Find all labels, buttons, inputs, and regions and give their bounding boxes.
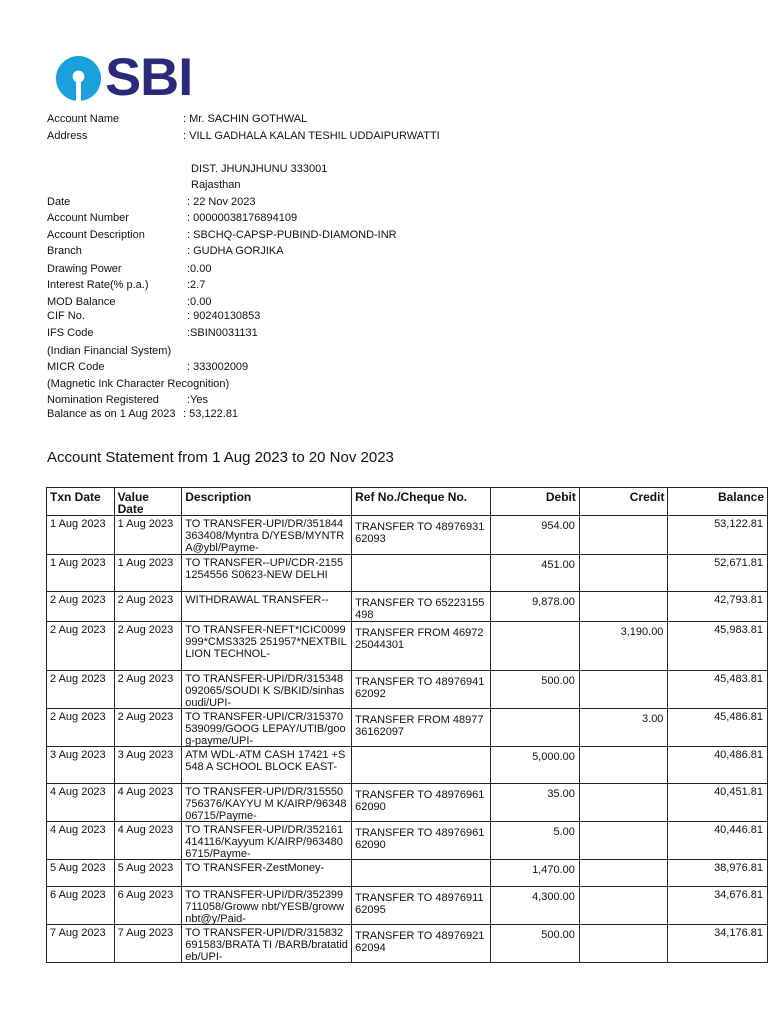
txn-date-cell-text: 4 Aug 2023 [50,786,106,798]
account-field-label: CIF No. [47,310,85,322]
table-row [47,887,768,925]
description-cell-text: TO TRANSFER-UPI/DR/352399711058/Groww nbt/YESB/growwnbt@y/Paid- [185,889,345,924]
table-row [47,925,768,963]
balance-cell [668,860,768,887]
debit-cell [491,516,580,555]
account-field-label: Branch [47,245,82,257]
account-field-label: Account Name [47,113,120,125]
balance-cell [668,925,768,963]
debit-cell [491,784,580,822]
table-row [47,555,768,592]
col-header-balance: Balance [668,488,768,516]
account-field-value: : SBCHQ-CAPSP-PUBIND-DIAMOND-INR [187,229,397,241]
transactions-table [46,487,768,963]
description-cell [182,925,352,963]
credit-cell [579,784,668,822]
ref-no-cell-text: TRANSFER FROM 4897736162097 [355,714,484,738]
balance-cell-text: 53,122.81 [714,518,763,530]
balance-cell [668,592,768,622]
ref-no-cell [352,709,491,747]
credit-cell [579,516,668,555]
credit-cell-text: 3.00 [642,713,664,725]
ref-no-cell [352,925,491,963]
txn-date-cell-text: 7 Aug 2023 [50,927,106,939]
txn-date-cell [47,709,115,747]
description-cell [182,709,352,747]
ref-no-cell [352,860,491,887]
txn-date-cell-text: 1 Aug 2023 [50,518,106,530]
ref-no-cell [352,887,491,925]
balance-cell-text: 34,176.81 [714,927,763,939]
balance-cell-text: 45,983.81 [714,624,763,636]
balance-cell [668,887,768,925]
txn-date-cell [47,671,115,709]
debit-cell-text: 954.00 [541,520,575,532]
balance-cell-text: 34,676.81 [714,889,763,901]
txn-date-cell-text: 2 Aug 2023 [50,624,106,636]
description-cell-text: TO TRANSFER--UPI/CDR-21551254556 S0623-NEW DELHI [185,557,344,581]
account-field-label: Account Number [47,212,129,224]
value-date-cell [114,822,182,860]
description-cell-text: TO TRANSFER-UPI/DR/315550756376/KAYYU M K/AIRP/9634806715/Payme- [185,786,347,821]
debit-cell-text: 5.00 [553,826,575,838]
value-date-cell-text: 2 Aug 2023 [117,673,174,685]
credit-cell [579,747,668,784]
table-row [47,622,768,671]
balance-cell-text: 40,451.81 [714,786,763,798]
value-date-cell-text: 1 Aug 2023 [117,518,174,530]
ref-no-cell [352,555,491,592]
debit-cell-text: 35.00 [547,788,575,800]
balance-cell [668,747,768,784]
description-cell-text: TO TRANSFER-ZestMoney- [185,862,325,874]
account-field-label: MICR Code [47,361,105,373]
description-cell [182,555,352,592]
txn-date-cell-text: 6 Aug 2023 [50,889,106,901]
account-field-label: Account Description [47,229,145,241]
value-date-cell-text: 2 Aug 2023 [117,624,174,636]
value-date-cell [114,887,182,925]
description-cell-text: TO TRANSFER-UPI/DR/352161414116/Kayyum K/AIRP/9634806715/Payme- [185,824,344,859]
credit-cell [579,709,668,747]
table-row [47,860,768,887]
balance-cell [668,622,768,671]
description-cell [182,671,352,709]
description-cell-text: TO TRANSFER-UPI/DR/351844363408/Myntra D/YESB/MYNTRA@ybl/Payme- [185,518,345,554]
value-date-cell [114,516,182,555]
value-date-cell-text: 4 Aug 2023 [117,824,174,836]
description-cell [182,822,352,860]
description-cell-text: WITHDRAWAL TRANSFER-- [185,594,329,606]
account-field-value: DIST. JHUNJHUNU 333001 [191,163,328,175]
statement-title: Account Statement from 1 Aug 2023 to 20 Nov 2023 [47,449,394,466]
credit-cell [579,822,668,860]
col-header-description: Description [182,488,352,516]
description-cell [182,860,352,887]
account-field-value: : 333002009 [187,361,249,373]
account-field-label: Drawing Power [47,263,122,275]
balance-cell [668,709,768,747]
credit-cell [579,592,668,622]
balance-cell [668,516,768,555]
sbi-logo [55,48,200,107]
ref-no-cell [352,822,491,860]
ref-no-cell [352,592,491,622]
sbi-keyhole-icon [55,55,102,102]
value-date-cell [114,747,182,784]
credit-cell [579,671,668,709]
balance-cell [668,784,768,822]
credit-cell-text: 3,190.00 [620,626,664,638]
ref-no-cell-text: TRANSFER TO 4897692162094 [355,930,485,954]
credit-cell [579,555,668,592]
txn-date-cell [47,555,115,592]
ref-no-cell [352,516,491,555]
description-cell [182,747,352,784]
table-row [47,784,768,822]
account-field-label: Nomination Registered [47,394,159,406]
description-cell-text: TO TRANSFER-NEFT*ICIC0099999*CMS3325 251957*NEXTBILLION TECHNOL- [185,624,347,660]
account-field-label: (Magnetic Ink Character Recognition) [47,378,230,390]
ref-no-cell [352,747,491,784]
col-header-credit: Credit [579,488,668,516]
col-header-ref-no: Ref No./Cheque No. [352,488,491,516]
credit-cell [579,887,668,925]
ref-no-cell-text: TRANSFER TO 4897691162095 [355,892,484,916]
debit-cell-text: 451.00 [541,559,575,571]
account-field-value: :SBIN0031131 [187,327,258,339]
txn-date-cell [47,516,115,555]
txn-date-cell [47,887,115,925]
debit-cell [491,822,580,860]
value-date-cell [114,671,182,709]
ref-no-cell [352,622,491,671]
value-date-cell-text: 5 Aug 2023 [117,862,174,874]
value-date-cell-text: 3 Aug 2023 [117,749,174,761]
ref-no-cell-text: TRANSFER TO 4897693162093 [355,521,485,545]
col-header-value-date: Value Date [114,488,182,516]
description-cell [182,622,352,671]
value-date-cell-text: 7 Aug 2023 [117,927,174,939]
balance-cell [668,671,768,709]
txn-date-cell-text: 4 Aug 2023 [50,824,106,836]
bank-name: SBI [105,48,193,107]
txn-date-cell [47,747,115,784]
debit-cell [491,709,580,747]
credit-cell [579,925,668,963]
ref-no-cell-text: TRANSFER TO 4897696162090 [355,789,485,813]
balance-cell [668,555,768,592]
debit-cell [491,860,580,887]
description-cell [182,516,352,555]
ref-no-cell [352,671,491,709]
ref-no-cell-text: TRANSFER TO 65223155498 [355,597,485,621]
value-date-cell [114,860,182,887]
account-field-label: Date [47,196,71,208]
txn-date-cell-text: 2 Aug 2023 [50,594,106,606]
debit-cell-text: 9,878.00 [532,596,575,608]
table-row [47,747,768,784]
col-header-txn-date: Txn Date [47,488,115,516]
debit-cell [491,925,580,963]
account-field-value: Rajasthan [191,179,241,191]
debit-cell [491,887,580,925]
txn-date-cell [47,592,115,622]
txn-date-cell-text: 3 Aug 2023 [50,749,106,761]
account-field-label: (Indian Financial System) [47,345,172,357]
ref-no-cell-text: TRANSFER FROM 4697225044301 [355,627,484,651]
account-field-value: : 53,122.81 [183,408,239,420]
txn-date-cell-text: 2 Aug 2023 [50,673,106,685]
balance-cell-text: 42,793.81 [714,594,763,606]
value-date-cell [114,592,182,622]
account-field-value: :2.7 [187,279,206,291]
balance-cell-text: 40,446.81 [714,824,763,836]
table-header-row [47,488,768,516]
value-date-cell-text: 2 Aug 2023 [117,711,174,723]
debit-cell [491,747,580,784]
account-field-label: IFS Code [47,327,94,339]
description-cell [182,887,352,925]
debit-cell [491,622,580,671]
value-date-cell-text: 4 Aug 2023 [117,786,174,798]
txn-date-cell-text: 2 Aug 2023 [50,711,106,723]
col-header-debit: Debit [491,488,580,516]
value-date-cell-text: 1 Aug 2023 [117,557,174,569]
balance-cell-text: 40,486.81 [714,749,763,761]
table-row [47,516,768,555]
balance-cell-text: 52,671.81 [714,557,763,569]
debit-cell [491,671,580,709]
value-date-cell [114,555,182,592]
value-date-cell [114,784,182,822]
description-cell-text: TO TRANSFER-UPI/DR/315832691583/BRATA TI /BARB/bratatideb/UPI- [185,927,348,962]
table-row [47,671,768,709]
ref-no-cell-text: TRANSFER TO 4897694162092 [355,676,485,700]
ref-no-cell-text: TRANSFER TO 4897696162090 [355,827,485,851]
txn-date-cell [47,822,115,860]
txn-date-cell-text: 1 Aug 2023 [50,557,106,569]
account-field-value: : 22 Nov 2023 [187,196,256,208]
account-field-value: :Yes [187,394,209,406]
account-field-label: Interest Rate(% p.a.) [47,279,149,291]
description-cell-text: ATM WDL-ATM CASH 17421 +S 548 A SCHOOL BLOCK EAST- [185,749,346,773]
description-cell [182,784,352,822]
credit-cell [579,860,668,887]
ref-no-cell [352,784,491,822]
value-date-cell [114,709,182,747]
table-body [47,516,768,963]
balance-cell [668,822,768,860]
account-field-value: : GUDHA GORJIKA [187,245,284,257]
debit-cell [491,592,580,622]
account-field-label: Address [47,130,88,142]
value-date-cell-text: 6 Aug 2023 [117,889,174,901]
balance-cell-text: 38,976.81 [714,862,763,874]
debit-cell-text: 500.00 [541,929,575,941]
account-field-value: :0.00 [187,296,212,308]
value-date-cell [114,925,182,963]
description-cell-text: TO TRANSFER-UPI/DR/315348092065/SOUDI K S/BKID/sinhasoudi/UPI- [185,673,345,708]
txn-date-cell [47,622,115,671]
account-field-label: MOD Balance [47,296,116,308]
account-field-value: : Mr. SACHIN GOTHWAL [183,113,308,125]
account-field-value: :0.00 [187,263,212,275]
txn-date-cell [47,860,115,887]
account-field-value: : VILL GADHALA KALAN TESHIL UDDAIPURWATTI [183,130,440,142]
account-field-label: Balance as on 1 Aug 2023 [47,408,176,420]
description-cell [182,592,352,622]
debit-cell [491,555,580,592]
table-row [47,822,768,860]
balance-cell-text: 45,483.81 [714,673,763,685]
value-date-cell-text: 2 Aug 2023 [117,594,174,606]
value-date-cell [114,622,182,671]
debit-cell-text: 5,000.00 [532,751,575,763]
credit-cell [579,622,668,671]
description-cell-text: TO TRANSFER-UPI/CR/315370539099/GOOG LEPAY/UTIB/goog-payme/UPI- [185,711,346,746]
debit-cell-text: 4,300.00 [532,891,575,903]
txn-date-cell [47,784,115,822]
account-field-value: : 00000038176894109 [187,212,298,224]
debit-cell-text: 500.00 [541,675,575,687]
table-row [47,592,768,622]
txn-date-cell-text: 5 Aug 2023 [50,862,106,874]
account-field-value: : 90240130853 [187,310,261,322]
balance-cell-text: 45,486.81 [714,711,763,723]
debit-cell-text: 1,470.00 [532,864,575,876]
txn-date-cell [47,925,115,963]
table-row [47,709,768,747]
